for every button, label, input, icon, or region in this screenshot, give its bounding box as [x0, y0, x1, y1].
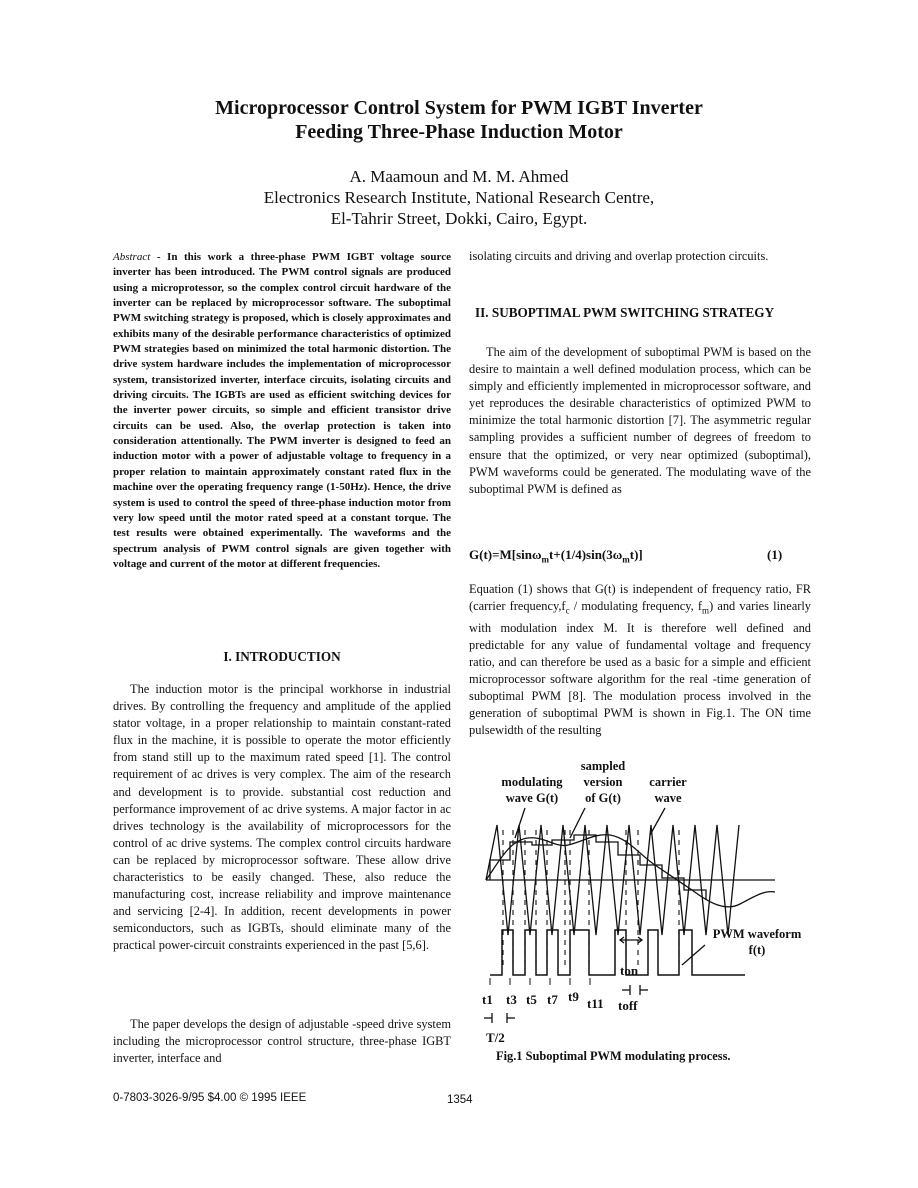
label-t11: t11 — [587, 996, 604, 1011]
label-modulating-wave: modulating wave G(t) — [501, 775, 563, 805]
right-col-continuation: isolating circuits and driving and overlap protection circuits. — [469, 249, 769, 263]
paper-title — [0, 96, 918, 144]
label-t3: t3 — [506, 992, 517, 1007]
section-heading-suboptimal: II. SUBOPTIMAL PWM SWITCHING STRATEGY — [475, 305, 775, 320]
equation-number: (1) — [767, 547, 783, 562]
suboptimal-paragraph-1: The aim of the development of suboptimal PWM is based on the desire to maintain a well defined modulation process, which can be simply and efficiently implemented in microprocessor software, and yet reproduces the desirable characteristics of optimized PWM to minimize the total harmonic distortion [7]. The asymmetric regular sampling provides a sufficient number of degrees of freedom to ensure that the optimized, or very near optimized (suboptimal), PWM waveforms could be generated. The modulating wave of the suboptimal PWM is defined as — [469, 345, 811, 496]
figure-caption: Fig.1 Suboptimal PWM modulating process. — [496, 1049, 731, 1063]
abstract-label: Abstract — [113, 251, 151, 263]
page-number: 1354 — [447, 1094, 473, 1106]
label-t1: t1 — [482, 992, 493, 1007]
author-block — [0, 166, 918, 229]
intro-paragraph-1: The induction motor is the principal workhorse in industrial drives. By controlling the frequency and amplitude of the applied stator voltage, in a proper relationship to maintain constant-rated flux in the machine, it is possible to operate the motor efficiently from stand still up to the maximum rated speed [1]. The control requirement of ac drives is very complex. The aim of the research and development is to provide. substantial cost reduction and performance improvement of ac drive systems. A major factor in ac drives technology is the availability of microprocessors for the control of ac drive systems. The complex control circuits hardware can be replaced by microprocessor software. These allow drive characteristics to be easily changed. These, also reduce the manufacturing cost, increase reliability and improve maintenance and servicing [2-4]. In addition, recent developments in power semiconductors, such as IGBTs, should eliminate many of the practical power-circuit constraints experienced in the past [5,6]. — [113, 682, 451, 953]
author-affiliation: Electronics Research Institute, National Research Centre, — [263, 188, 655, 207]
sampled-wave — [490, 835, 706, 900]
label-carrier-wave: carrier wave — [649, 775, 687, 805]
intro-paragraph-2: The paper develops the design of adjustable -speed drive system including the microprocessor control structure, three-phase IGBT inverter, interface and — [113, 1017, 451, 1066]
copyright-line: 0-7803-3026-9/95 $4.00 © 1995 IEEE — [113, 1092, 307, 1104]
label-half-period: T/2 — [486, 1030, 505, 1045]
abstract-text: - In this work a three-phase PWM IGBT voltage source inverter has been introduced. The PWM control signals are produced using a microprotessor, so the complex control circuit hardware of the inverter can be replaced by microprocessor software. The suboptimal PWM switching strategy is proposed, which is closely approximates and exhibits many of the desirable performance characteristics of optimized PWM strategies based on minimized the total harmonic distortion. The drive system hardware includes the implementation of microprocessor system, transistorized inverter, interface circuits, isolating circuits and driving circuits. The IGBTs are used as efficient switching devices for the inverter power circuits, so simple and efficient transistor drive circuits can be used. Also, the overlap protection is taken into consideration attentionally. The PWM inverter is designed to feed an induction motor with a power of adjustable voltage to frequency in a proper relation to maintain approximately constant rated flux in the machine over the operating frequency range (1-50Hz). Hence, the drive system is used to control the speed of three-phase induction motor from very low speed until the motor rated speed at a constant torque. The test results were obtained experimentally. The waveforms and the spectrum analysis of PWM control signals are given together with voltage and current of the motor at different frequencies. — [113, 251, 451, 570]
label-ton: ton — [620, 963, 639, 978]
section-heading-introduction: I. INTRODUCTION — [223, 649, 341, 664]
equation-1 — [469, 547, 811, 565]
abstract — [113, 250, 451, 572]
suboptimal-paragraph-2-text: Equation (1) shows that G(t) is independent of frequency ratio, FR (carrier $frequency,f_c$ / modulating frequency, $f_m$) and varies linearly with modulation index M. It is therefore well defined and predictable for any value of fundamental voltage and frequency ratio, and can therefore be used as a basic for a simple and efficient microprocessor software algorithm for the real -time generation of suboptimal PWM [8]. The modulation process involved in the generation of suboptimal PWM is shown in Fig.1. The ON time pulsewidth of the resulting — [469, 582, 811, 738]
label-sampled-version: sampled version of G(t) — [580, 759, 626, 805]
title-line-1: Microprocessor Control System for PWM IGBT Inverter — [215, 97, 703, 119]
label-t9: t9 — [568, 989, 579, 1004]
pwm-modulation-figure — [470, 800, 815, 1030]
title-line-2: Feeding Three-Phase Induction Motor — [295, 121, 623, 143]
label-pwm-waveform: PWM waveform f(t) — [712, 927, 802, 957]
label-t7: t7 — [547, 992, 558, 1007]
suboptimal-paragraph-2 — [469, 581, 811, 739]
author-names: A. Maamoun and M. M. Ahmed — [349, 167, 569, 186]
label-t5: t5 — [526, 992, 537, 1007]
label-toff: toff — [618, 998, 638, 1013]
author-address: El-Tahrir Street, Dokki, Cairo, Egypt. — [330, 209, 588, 228]
equation-text: $G(t)=M[\sin\omega_mt+(1/4)\sin(3\omega_mt)]$ — [469, 547, 643, 565]
